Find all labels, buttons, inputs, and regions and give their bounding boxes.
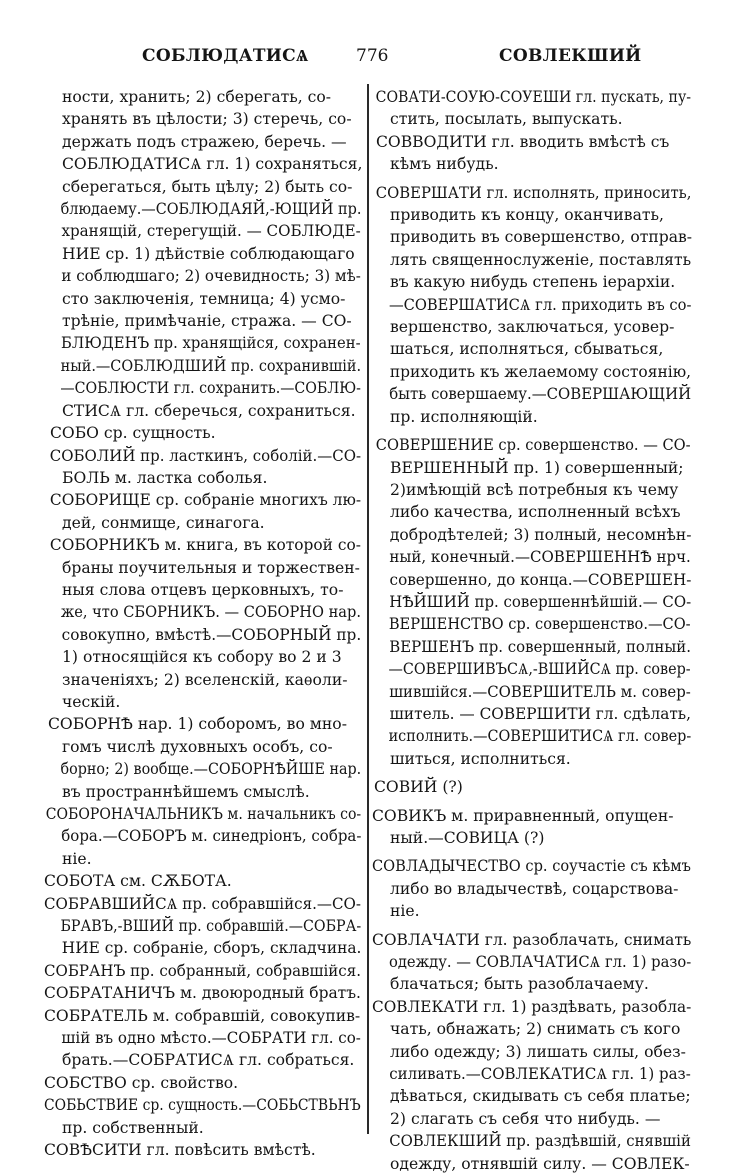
entry-line: СТИСѦ гл. сберечься, сохраниться. [62, 401, 356, 420]
entry-line: 1) относящійся къ собору во 2 и 3 [62, 648, 342, 667]
entry-line: СОБЬСТВИЕ ср. сущность.—СОБЬСТВЬНЪ [44, 1096, 361, 1115]
entry-line: гомъ числѣ духовныхъ особъ, со- [62, 737, 333, 756]
entry-line: силивать.—СОВЛЕКАТИСѦ гл. 1) раз- [389, 1065, 691, 1084]
entry-line: браны поучительныя и торжествен- [62, 558, 360, 577]
entry-line: ніе. [390, 902, 420, 921]
entry-line: ный.—СОВИЦА (?) [390, 829, 545, 847]
entry-line: ВЕРШЕНЪ пр. совершенный, полный. [389, 637, 691, 656]
entry-line: бора.—СОБОРЪ м. синедріонъ, собра- [61, 827, 362, 846]
entry-line: СОБЛЮДАТИСѦ гл. 1) сохраняться, [62, 155, 363, 174]
entry-line: совершенно, до конца.—СОВЕРШЕН- [389, 570, 692, 589]
entry-line: СОБСТВО ср. свойство. [44, 1073, 239, 1092]
entry-line: брать.—СОБРАТИСѦ гл. собраться. [62, 1051, 355, 1070]
entry-line: СОВВОДИТИ гл. вводить вмѣстѣ съ [376, 132, 670, 151]
entry-line: СОБОРОНАЧАЛЬНИКЪ м. начальникъ со- [45, 805, 362, 823]
entry-line: СОВЕРШАТИ гл. исполнять, приносить, [375, 183, 692, 202]
entry-line: ВЕРШЕННЫЙ пр. 1) совершенный; [390, 458, 684, 477]
entry-line: и соблюдшаго; 2) очевидность; 3) мѣ- [61, 267, 361, 286]
entry-line: ный.—СОБЛЮДШИЙ пр. сохранившій. [60, 356, 362, 375]
entry-line: ности, хранить; 2) сберегать, со- [62, 88, 332, 106]
entry-line: шившійся.—СОВЕРШИТЕЛЬ м. совер- [389, 682, 691, 701]
entry-line: НИЕ ср. 1) дѣйствіе соблюдающаго [62, 244, 355, 263]
entry-line: 2) слагать съ себя что нибудь. — [390, 1109, 661, 1128]
entry-line: дей, сонмище, синагога. [62, 513, 265, 532]
entry-line: шитель. — СОВЕРШИТИ гл. сдѣлать, [389, 704, 692, 723]
entry-line: НѢЙШИЙ пр. совершеннѣйшій.— СО- [389, 592, 692, 611]
right-running-headword: СОВЛЕКШИЙ [499, 46, 642, 66]
entry-line: БЛЮДЕНЪ пр. хранящійся, сохранен- [61, 334, 361, 353]
entry-line: быть совершаему.—СОВЕРШАЮЩИЙ [389, 385, 692, 404]
entry-line: приводить въ совершенство, отправ- [390, 228, 693, 247]
entry-line: стить, посылать, выпускать. [390, 110, 623, 129]
entry-line: совокупно, вмѣстѣ.—СОБОРНЫЙ пр. [61, 625, 362, 644]
entry-line: —СОВЕРШИВЪСѦ,-ВШИЙСѦ пр. совер- [388, 660, 691, 679]
entry-line: СОБОРНИКЪ м. книга, въ которой со- [49, 536, 361, 555]
entry-line: СОБОЛИЙ пр. ласткинъ, соболій.—СО- [49, 446, 362, 465]
entry-line: шиться, исполниться. [390, 749, 571, 768]
entry-line: либо одежду; 3) лишать силы, обез- [390, 1042, 686, 1061]
entry-line: ческій. [62, 692, 121, 711]
entry-line: СОВАТИ-СОУЮ-СОУЕШИ гл. пускать, пу- [375, 88, 692, 106]
entry-line: СОБРАТЕЛЬ м. собравшій, совокупив- [44, 1006, 361, 1025]
entry-line: ныя слова отцевъ церковныхъ, то- [62, 580, 344, 599]
entry-line: —СОВЕРШАТИСѦ гл. приходить въ со- [388, 295, 692, 314]
entry-line: чать, обнажать; 2) снимать съ кого [390, 1020, 681, 1039]
entry-line: добродѣтелей; 3) полный, несомнѣн- [389, 525, 692, 544]
entry-line: блюдаему.—СОБЛЮДАЯЙ,-ЮЩИЙ пр. [60, 200, 362, 219]
entry-line: исполнить.—СОВЕРШИТИСѦ гл. совер- [388, 727, 692, 746]
entry-line: вершенство, заключаться, усовер- [390, 318, 675, 337]
entry-line: шаться, исполняться, сбываться, [390, 340, 664, 359]
entry-line: пр. собственный. [62, 1118, 204, 1137]
entry-line: 2)имѣющій всѣ потребныя къ чему [390, 480, 679, 499]
entry-line: въ пространнѣйшемъ смыслѣ. [62, 782, 310, 801]
entry-line: БРАВЪ,-ВШИЙ пр. собравшій.—СОБРА- [60, 917, 362, 936]
entry-line: хранящій, стерегущій. — СОБЛЮДЕ- [61, 222, 361, 241]
entry-line: НИЕ ср. собраніе, сборъ, складчина. [61, 939, 362, 958]
entry-line: СОБОРИЩЕ ср. собраніе многихъ лю- [49, 491, 362, 510]
entry-line: СОБОРНѢ нар. 1) соборомъ, во мно- [48, 715, 347, 734]
entry-line: дѣваться, скидывать съ себя платье; [390, 1087, 691, 1106]
page-number: 776 [356, 46, 389, 66]
column-divider [367, 84, 369, 1134]
entry-line: —СОБЛЮСТИ гл. сохранить.—СОБЛЮ- [60, 379, 361, 398]
entry-line: СОВѢСИТИ гл. повѣсить вмѣстѣ. [44, 1141, 316, 1160]
entry-line: СОВИКЪ м. приравненный, опущен- [372, 806, 674, 825]
entry-line: СОВЕРШЕНИЕ ср. совершенство. — СО- [375, 436, 691, 455]
entry-line: же, что СБОРНИКЪ. — СОБОРНО нар. [60, 603, 361, 622]
entry-line: блачаться; быть разоблачаему. [390, 975, 649, 994]
entry-line: трѣніе, примѣчаніе, стража. — СО- [62, 312, 352, 331]
entry-line: приходить къ желаемому состоянію, [389, 362, 692, 381]
entry-line: лять священнослуженіе, поставлять [390, 250, 692, 269]
entry-line: СОБРАНЪ пр. собранный, собравшійся. [44, 961, 361, 980]
entry-line: БОЛЬ м. ластка соболья. [62, 468, 268, 487]
entry-line: СОВЛЕКШИЙ пр. раздѣвшій, снявшій [389, 1132, 691, 1151]
left-running-headword: СОБЛЮДАТИСѦ [142, 46, 309, 66]
entry-line: держать подъ стражею, беречь. — [62, 132, 347, 151]
entry-line: ніе. [62, 849, 92, 868]
entry-line: кѣмъ нибудь. [390, 155, 499, 174]
entry-line: СОБРАВШИЙСѦ пр. собравшійся.—СО- [44, 894, 361, 913]
entry-line: ВЕРШЕНСТВО ср. совершенство.—СО- [388, 615, 691, 634]
entry-line: СОБОТА см. СѪБОТА. [44, 872, 232, 891]
entry-line: приводить къ концу, оканчивать, [390, 206, 664, 225]
entry-line: одежду. — СОВЛАЧАТИСѦ гл. 1) разо- [388, 953, 692, 972]
entry-line: ный, конечный.—СОВЕРШЕННѢ нрч. [389, 548, 691, 567]
entry-line: въ какую нибудь степень іерархіи. [390, 273, 676, 292]
entry-line: шій въ одно мѣсто.—СОБРАТИ гл. со- [61, 1029, 361, 1048]
entry-line: хранять въ цѣлости; 3) стеречь, со- [62, 110, 352, 129]
entry-line: борно; 2) вообще.—СОБОРНѢЙШЕ нар. [60, 760, 362, 779]
entry-line: СОВЛАДЫЧЕСТВО ср. соучастіе съ кѣмъ [372, 857, 691, 876]
entry-line: СОВЛАЧАТИ гл. разоблачать, снимать [372, 930, 692, 949]
left-column [44, 86, 362, 1162]
entry-line: СОВИЙ (?) [374, 778, 463, 797]
right-column [372, 86, 692, 1175]
entry-line: СОБРАТАНИЧЪ м. двоюродный братъ. [44, 984, 361, 1003]
entry-line: СОВЛЕКАТИ гл. 1) раздѣвать, разобла- [372, 997, 692, 1016]
entry-line: сберегаться, быть цѣлу; 2) быть со- [62, 177, 353, 196]
entry-line: сто заключенія, темница; 4) усмо- [62, 289, 346, 308]
entry-line: пр. исполняющій. [390, 407, 538, 426]
entry-line: либо во владычествѣ, соцарствова- [390, 879, 679, 898]
entry-line: одежду, отнявшій силу. — СОВЛЕК- [390, 1154, 690, 1173]
entry-line: значеніяхъ; 2) вселенскій, каѳоли- [62, 670, 348, 689]
entry-line: СОБО ср. сущность. [50, 424, 216, 443]
entry-line: либо качества, исполненный всѣхъ [390, 503, 681, 522]
